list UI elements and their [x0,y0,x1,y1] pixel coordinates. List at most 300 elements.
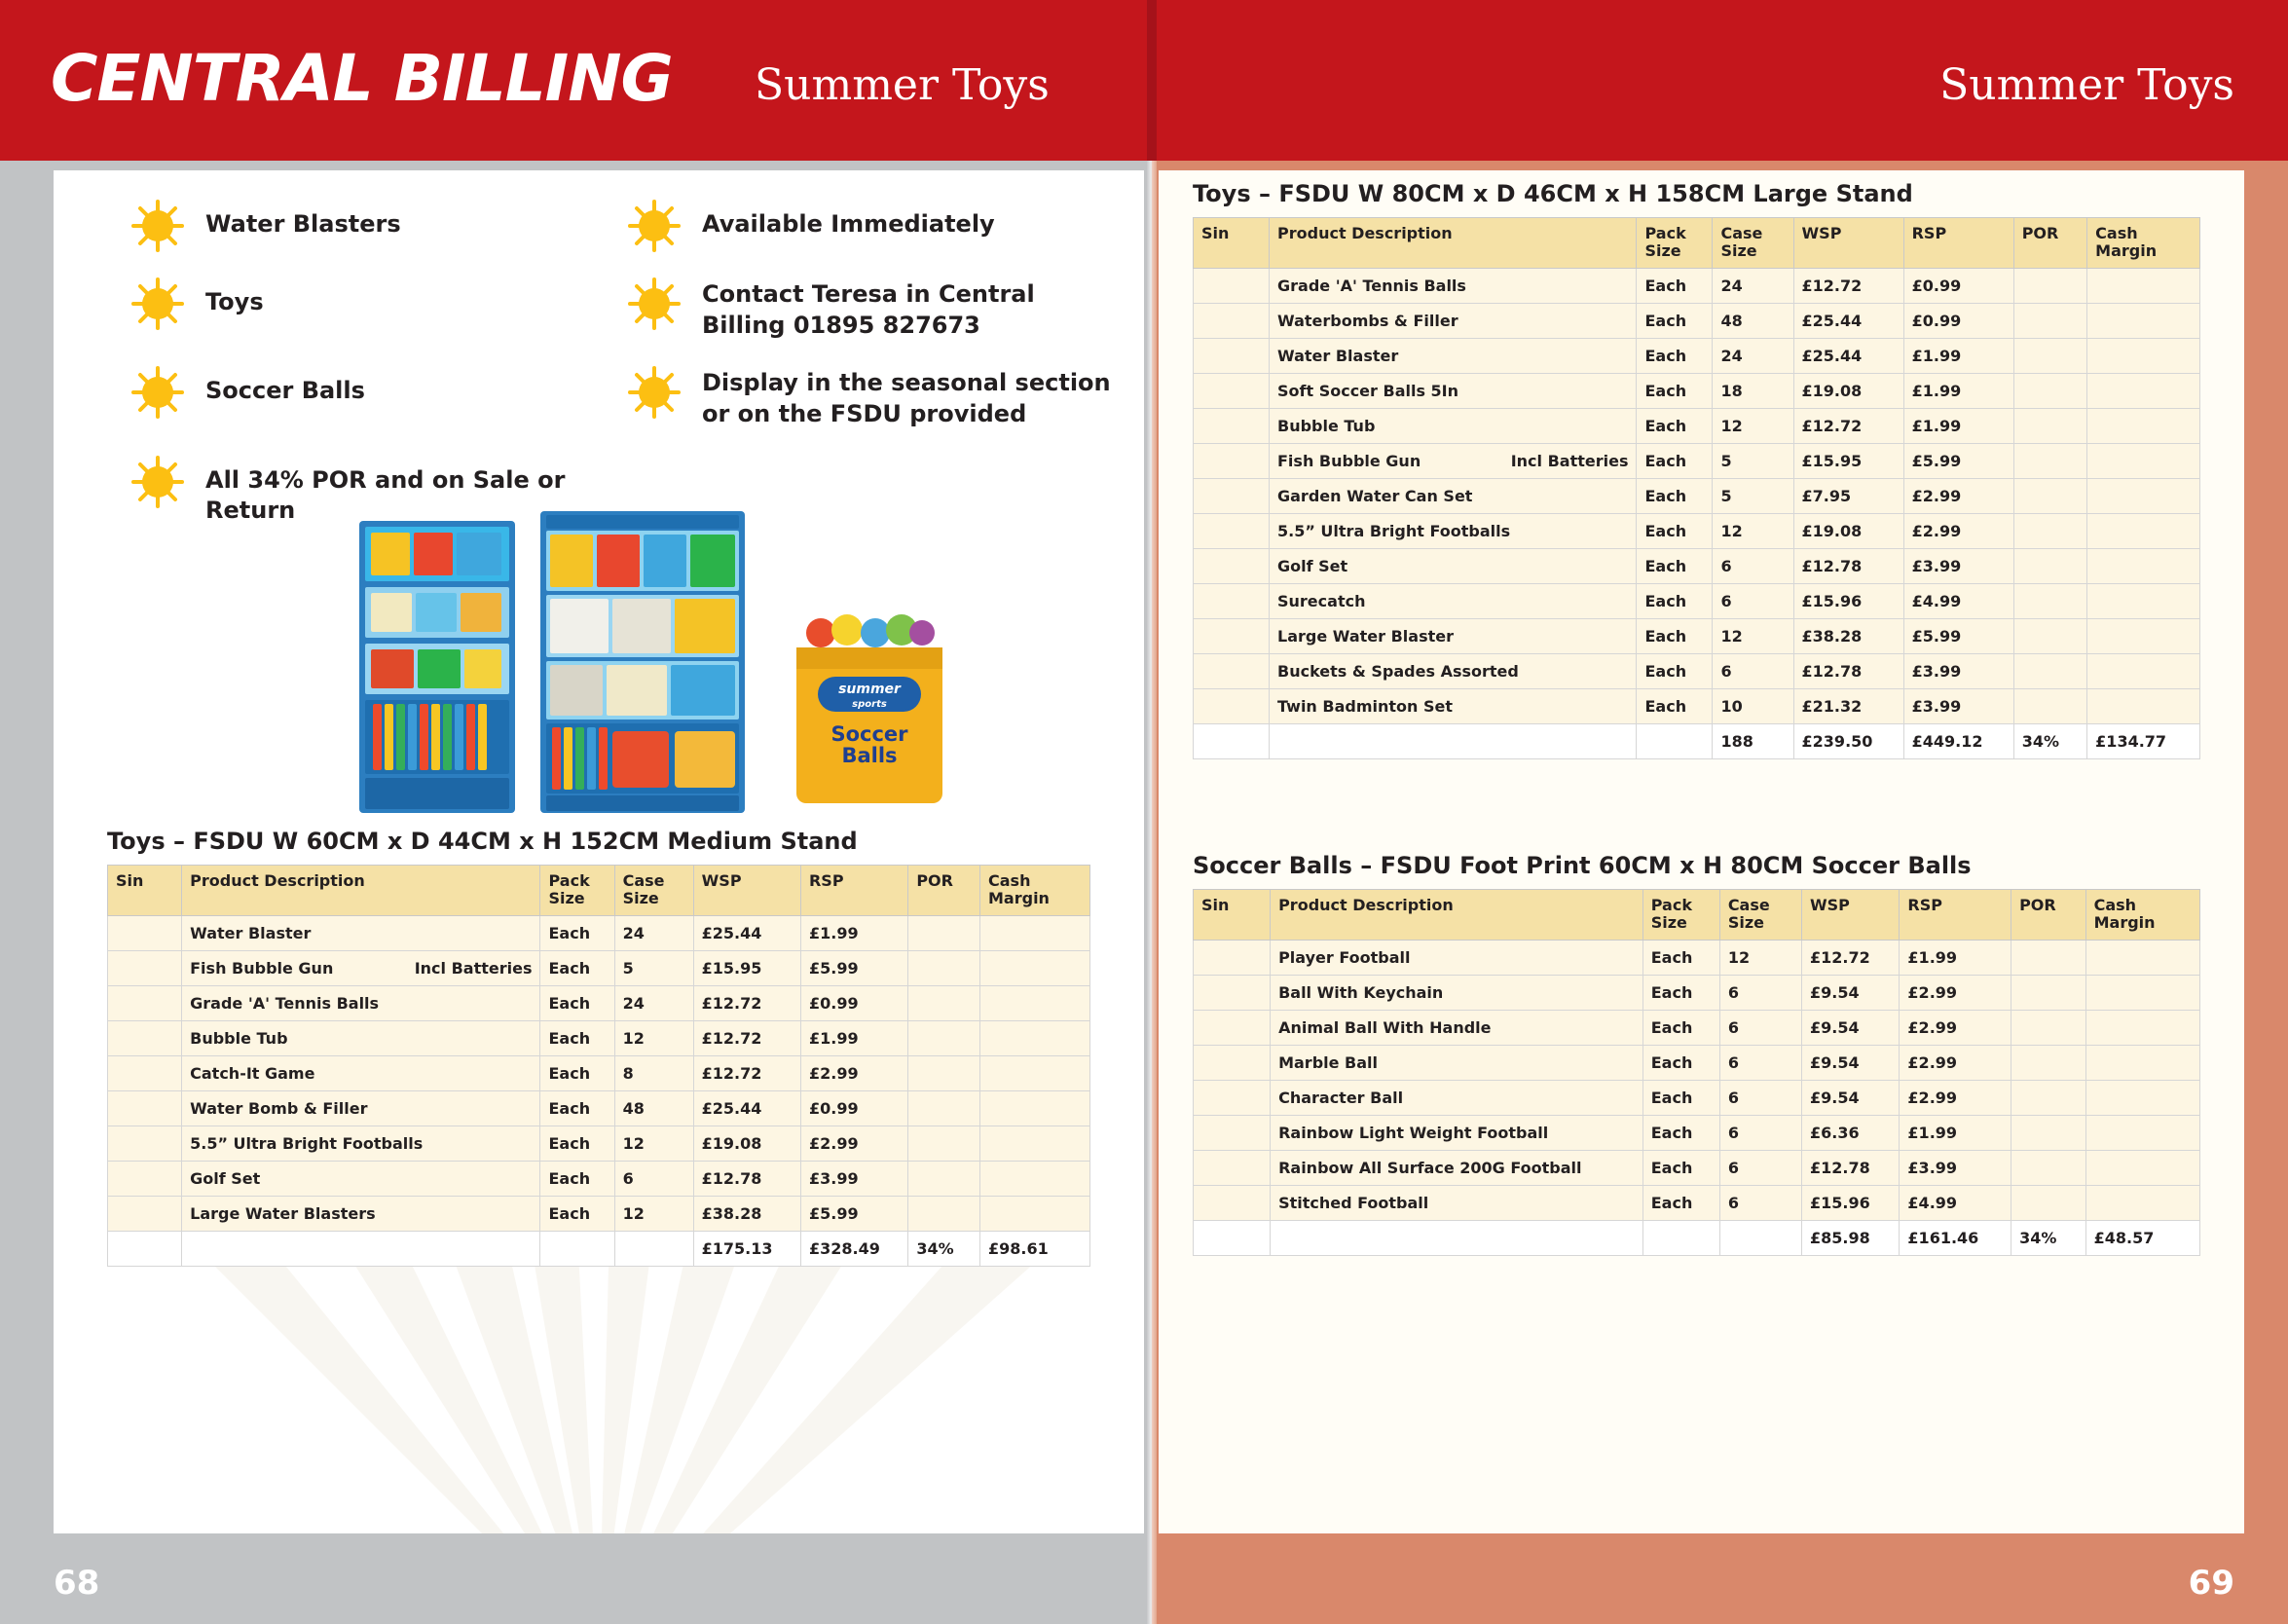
cell-case: 6 [1719,1045,1801,1080]
cell-pack: Each [1642,1010,1719,1045]
cell-por [2013,513,2086,548]
cell-cash [2087,408,2200,443]
cell-wsp: £38.28 [693,1196,800,1231]
cell-desc: Water Blaster [182,915,540,950]
large-stand-photo [540,511,745,813]
cell-desc: Bubble Tub [1270,408,1637,443]
cell-desc: Grade 'A' Tennis Balls [182,985,540,1020]
table-row [108,985,1090,1020]
cell-wsp: £21.32 [1793,688,1903,723]
cell-case: 24 [1713,268,1793,303]
col-cash: Cash Margin [2087,218,2200,269]
col-desc: Product Description [1270,218,1637,269]
cell-wsp: £12.72 [1793,268,1903,303]
cell-wsp: £15.96 [1793,583,1903,618]
col-por: POR [2011,890,2086,941]
cell-cash [2085,1010,2199,1045]
cell-rsp: £1.99 [1900,1115,2011,1150]
cell-desc: Bubble Tub [182,1020,540,1055]
cell-por [2013,373,2086,408]
cell-cash-total: £134.77 [2087,723,2200,758]
cell-case: 48 [614,1090,693,1126]
cell-pack: Each [1642,1150,1719,1185]
cell-rsp: £3.99 [1900,1150,2011,1185]
cell-case: 24 [614,915,693,950]
col-case: Case Size [1719,890,1801,941]
cell-wsp: £25.44 [693,1090,800,1126]
cell-case: 6 [1713,548,1793,583]
cell-desc: 5.5” Ultra Bright Footballs [1270,513,1637,548]
cell-desc: Water Blaster [1270,338,1637,373]
table-row [108,1126,1090,1161]
header-band [0,0,2288,161]
cell-cash [2087,338,2200,373]
sun-icon [131,200,184,252]
table-row [1194,408,2200,443]
cell-cash [2087,688,2200,723]
table-header-row [1194,890,2200,941]
bullet-item [131,277,628,341]
cell-case: 6 [1713,583,1793,618]
cell-pack [1637,723,1713,758]
cell-cash [980,1020,1090,1055]
cell-cash [980,915,1090,950]
col-pack: Pack Size [1642,890,1719,941]
large-stand-table-block [1193,170,2200,759]
cell-rsp: £3.99 [1903,688,2013,723]
table-row [1194,548,2200,583]
cell-cash-total: £48.57 [2085,1220,2199,1255]
cell-wsp-total: £85.98 [1801,1220,1899,1255]
col-wsp: WSP [1801,890,1899,941]
cell-por [908,915,980,950]
cell-rsp-total: £449.12 [1903,723,2013,758]
cell-por [2013,583,2086,618]
cell-case: 6 [1719,1115,1801,1150]
cell-pack: Each [1637,688,1713,723]
cell-pack [540,1231,614,1266]
cell-cash [2087,478,2200,513]
cell-case: 24 [614,985,693,1020]
bin-brand-line2: sports [852,699,887,710]
cell-sin [1194,618,1270,653]
cell-wsp: £12.78 [1793,653,1903,688]
cell-wsp: £12.78 [693,1161,800,1196]
cell-desc: 5.5” Ultra Bright Footballs [182,1126,540,1161]
cell-rsp: £1.99 [1903,373,2013,408]
table-row [1194,653,2200,688]
cell-pack: Each [540,985,614,1020]
cell-sin [108,1161,182,1196]
table-row [1194,373,2200,408]
header-divider [1147,0,1157,161]
cell-cash [2087,583,2200,618]
table-row [108,950,1090,985]
cell-sin [1194,723,1270,758]
cell-wsp: £7.95 [1793,478,1903,513]
cell-sin [1194,513,1270,548]
bullet-label: Soccer Balls [205,377,365,405]
cell-por [2011,1115,2086,1150]
cell-rsp: £3.99 [1903,653,2013,688]
col-pack: Pack Size [540,866,614,916]
cell-sin [108,1196,182,1231]
cell-case-total: 188 [1713,723,1793,758]
bullet-label: Toys [205,288,264,315]
cell-por [2013,618,2086,653]
cell-rsp: £2.99 [800,1126,907,1161]
cell-rsp: £1.99 [800,1020,907,1055]
cell-rsp: £5.99 [800,950,907,985]
table-row [108,1020,1090,1055]
cell-pack: Each [540,1126,614,1161]
col-rsp: RSP [800,866,907,916]
bullet-label: Display in the seasonal section or on the FSDU provided [702,369,1111,428]
cell-por [2013,688,2086,723]
cell-case: 12 [614,1020,693,1055]
cell-sin [108,1055,182,1090]
cell-wsp: £12.78 [1793,548,1903,583]
sun-icon [131,456,184,508]
cell-case: 12 [1719,940,1801,975]
cell-pack: Each [1642,1080,1719,1115]
table-row [108,1196,1090,1231]
medium-stand-table [107,865,1090,1267]
page-title: CENTRAL BILLING [51,41,673,116]
table-row [108,915,1090,950]
cell-desc: Waterbombs & Filler [1270,303,1637,338]
cell-por [2013,303,2086,338]
cell-sin [1194,443,1270,478]
medium-stand-photo [359,521,515,813]
col-case: Case Size [1713,218,1793,269]
cell-rsp: £0.99 [1903,303,2013,338]
cell-cash [2085,1115,2199,1150]
feature-bullet-list [131,200,1125,552]
cell-wsp: £9.54 [1801,1045,1899,1080]
cell-sin [108,915,182,950]
cell-case: 6 [1719,1185,1801,1220]
cell-sin [108,985,182,1020]
cell-wsp: £12.72 [1801,940,1899,975]
col-por: POR [2013,218,2086,269]
cell-cash [2085,1045,2199,1080]
cell-wsp: £15.95 [693,950,800,985]
cell-case: 12 [1713,513,1793,548]
cell-por [2013,548,2086,583]
cell-por [2011,1010,2086,1045]
cell-pack: Each [1637,583,1713,618]
col-rsp: RSP [1900,890,2011,941]
table-total-row [1194,1220,2200,1255]
cell-por-total: 34% [2011,1220,2086,1255]
sun-icon [131,366,184,419]
cell-pack [1642,1220,1719,1255]
cell-pack: Each [1637,548,1713,583]
col-sin: Sin [1194,218,1270,269]
cell-sin [1194,1010,1271,1045]
cell-por [908,1055,980,1090]
cell-pack: Each [1642,1185,1719,1220]
right-page-sheet [1159,170,2244,1533]
cell-cash [980,1161,1090,1196]
cell-cash [2087,618,2200,653]
soccer-ball-bin-photo [789,618,949,803]
cell-wsp: £25.44 [693,915,800,950]
table-row [1194,975,2200,1010]
cell-desc: Ball With Keychain [1271,975,1643,1010]
cell-desc: Golf Set [1270,548,1637,583]
cell-case: 48 [1713,303,1793,338]
cell-por [2011,1150,2086,1185]
bullet-item [628,277,1125,341]
cell-por [2013,338,2086,373]
cell-por [908,1090,980,1126]
cell-wsp: £12.72 [693,1020,800,1055]
bin-label-line1: Soccer [830,722,908,746]
cell-rsp: £1.99 [800,915,907,950]
cell-wsp: £19.08 [1793,373,1903,408]
medium-stand-table-block [107,828,1090,1267]
medium-stand-title: Toys – FSDU W 60CM x D 44CM x H 152CM Medium Stand [107,828,858,855]
sun-icon [628,277,681,330]
soccer-balls-table-block [1193,852,2200,1256]
cell-desc: Garden Water Can Set [1270,478,1637,513]
cell-desc: Stitched Football [1271,1185,1643,1220]
book-spine [1147,161,1157,1624]
cell-rsp: £1.99 [1903,408,2013,443]
cell-desc: Golf Set [182,1161,540,1196]
cell-sin [1194,303,1270,338]
table-row [108,1090,1090,1126]
cell-case: 6 [1719,975,1801,1010]
cell-case: 8 [614,1055,693,1090]
cell-case: 5 [1713,443,1793,478]
cell-pack: Each [1642,1045,1719,1080]
cell-pack: Each [1637,618,1713,653]
table-header-row [108,866,1090,916]
table-row [1194,478,2200,513]
cell-cash [2087,513,2200,548]
cell-desc: Water Bomb & Filler [182,1090,540,1126]
cell-por [2011,975,2086,1010]
cell-sin [1194,975,1271,1010]
cell-wsp-total: £175.13 [693,1231,800,1266]
cell-rsp: £2.99 [1903,513,2013,548]
table-total-row [108,1231,1090,1266]
sun-icon [131,277,184,330]
table-row [1194,940,2200,975]
cell-desc: Catch-It Game [182,1055,540,1090]
table-row [1194,1010,2200,1045]
bullet-row [131,366,1125,429]
col-wsp: WSP [693,866,800,916]
left-page-sheet [54,170,1144,1533]
cell-pack: Each [1637,653,1713,688]
cell-por [908,1126,980,1161]
cell-wsp: £25.44 [1793,303,1903,338]
cell-cash [980,1055,1090,1090]
cell-por [2011,1080,2086,1115]
cell-desc: Buckets & Spades Assorted [1270,653,1637,688]
cell-case: 12 [1713,618,1793,653]
cell-desc: Soft Soccer Balls 5In [1270,373,1637,408]
cell-pack: Each [1637,443,1713,478]
cell-rsp: £2.99 [1900,1080,2011,1115]
bullet-label: Water Blasters [205,210,401,238]
cell-case: 5 [614,950,693,985]
cell-cash [980,1196,1090,1231]
cell-cash [980,1090,1090,1126]
cell-sin [108,1126,182,1161]
cell-pack: Each [1642,940,1719,975]
sun-icon [628,200,681,252]
table-row [1194,618,2200,653]
col-sin: Sin [1194,890,1271,941]
cell-sin [1194,1150,1271,1185]
cell-sin [1194,1045,1271,1080]
cell-rsp: £2.99 [1900,975,2011,1010]
cell-desc: Player Football [1271,940,1643,975]
cell-rsp-total: £161.46 [1900,1220,2011,1255]
cell-pack: Each [540,915,614,950]
cell-desc: Grade 'A' Tennis Balls [1270,268,1637,303]
bullet-row [131,200,1125,252]
header-subtitle-right: Summer Toys [1939,60,2234,110]
cell-wsp: £15.95 [1793,443,1903,478]
cell-case: 10 [1713,688,1793,723]
cell-case: 12 [614,1196,693,1231]
cell-desc: Fish Bubble Gun Incl Batteries [182,950,540,985]
cell-case: 18 [1713,373,1793,408]
cell-desc: Marble Ball [1271,1045,1643,1080]
col-sin: Sin [108,866,182,916]
cell-rsp: £0.99 [800,1090,907,1126]
cell-por [908,1161,980,1196]
soccer-balls-title: Soccer Balls – FSDU Foot Print 60CM x H 80CM Soccer Balls [1193,852,1972,879]
large-stand-table [1193,217,2200,759]
cell-cash [2087,303,2200,338]
table-row [1194,268,2200,303]
cell-case [614,1231,693,1266]
col-rsp: RSP [1903,218,2013,269]
bullet-item [131,366,628,429]
cell-pack: Each [540,1020,614,1055]
cell-por [908,1196,980,1231]
cell-case [1719,1220,1801,1255]
cell-sin [108,950,182,985]
table-row [1194,1045,2200,1080]
cell-desc: Large Water Blasters [182,1196,540,1231]
cell-desc [1270,723,1637,758]
cell-pack: Each [540,1196,614,1231]
cell-pack: Each [1642,1115,1719,1150]
cell-rsp: £0.99 [1903,268,2013,303]
cell-desc: Rainbow Light Weight Football [1271,1115,1643,1150]
bin-label-line2: Balls [841,744,898,768]
cell-sin [1194,1220,1271,1255]
cell-wsp: £38.28 [1793,618,1903,653]
soccer-balls-table [1193,889,2200,1256]
cell-wsp: £15.96 [1801,1185,1899,1220]
cell-sin [1194,408,1270,443]
header-subtitle-left: Summer Toys [755,60,1050,110]
col-case: Case Size [614,866,693,916]
cell-wsp-total: £239.50 [1793,723,1903,758]
cell-desc: Large Water Blaster [1270,618,1637,653]
cell-case: 5 [1713,478,1793,513]
bullet-item [131,200,628,252]
page-number-right: 69 [2188,1564,2234,1603]
bullet-row [131,277,1125,341]
cell-sin [108,1231,182,1266]
cell-cash [2087,548,2200,583]
cell-rsp: £2.99 [1903,478,2013,513]
cell-wsp: £12.72 [693,985,800,1020]
cell-por [908,985,980,1020]
cell-sin [108,1090,182,1126]
table-row [1194,688,2200,723]
cell-rsp: £3.99 [800,1161,907,1196]
table-row [1194,1115,2200,1150]
cell-wsp: £9.54 [1801,1080,1899,1115]
cell-sin [1194,688,1270,723]
bullet-item [628,200,1125,252]
cell-sin [1194,653,1270,688]
cell-rsp: £1.99 [1903,338,2013,373]
col-wsp: WSP [1793,218,1903,269]
cell-wsp: £12.72 [693,1055,800,1090]
cell-por-total: 34% [908,1231,980,1266]
bullet-item [628,366,1125,429]
cell-cash [980,985,1090,1020]
bullet-label: Contact Teresa in Central Billing 01895 827673 [702,280,1035,339]
cell-pack: Each [540,1161,614,1196]
cell-rsp: £0.99 [800,985,907,1020]
cell-case: 6 [1719,1150,1801,1185]
cell-wsp: £12.78 [1801,1150,1899,1185]
col-desc: Product Description [1271,890,1643,941]
cell-cash [2085,1185,2199,1220]
cell-pack: Each [1637,338,1713,373]
cell-wsp: £19.08 [1793,513,1903,548]
cell-sin [1194,1080,1271,1115]
cell-wsp: £6.36 [1801,1115,1899,1150]
cell-cash [2087,268,2200,303]
cell-sin [1194,583,1270,618]
cell-cash [2085,1150,2199,1185]
cell-pack: Each [1637,408,1713,443]
cell-por [2013,653,2086,688]
cell-cash [980,1126,1090,1161]
cell-case: 12 [1713,408,1793,443]
bullet-label: Available Immediately [702,210,995,238]
cell-wsp: £9.54 [1801,975,1899,1010]
cell-desc [1271,1220,1643,1255]
table-row [1194,338,2200,373]
col-por: POR [908,866,980,916]
cell-por [2013,268,2086,303]
cell-pack: Each [1637,268,1713,303]
cell-cash-total: £98.61 [980,1231,1090,1266]
cell-desc: Surecatch [1270,583,1637,618]
cell-case: 6 [1719,1010,1801,1045]
cell-cash [2085,940,2199,975]
cell-desc: Twin Badminton Set [1270,688,1637,723]
cell-cash [2087,443,2200,478]
cell-desc [182,1231,540,1266]
table-total-row [1194,723,2200,758]
